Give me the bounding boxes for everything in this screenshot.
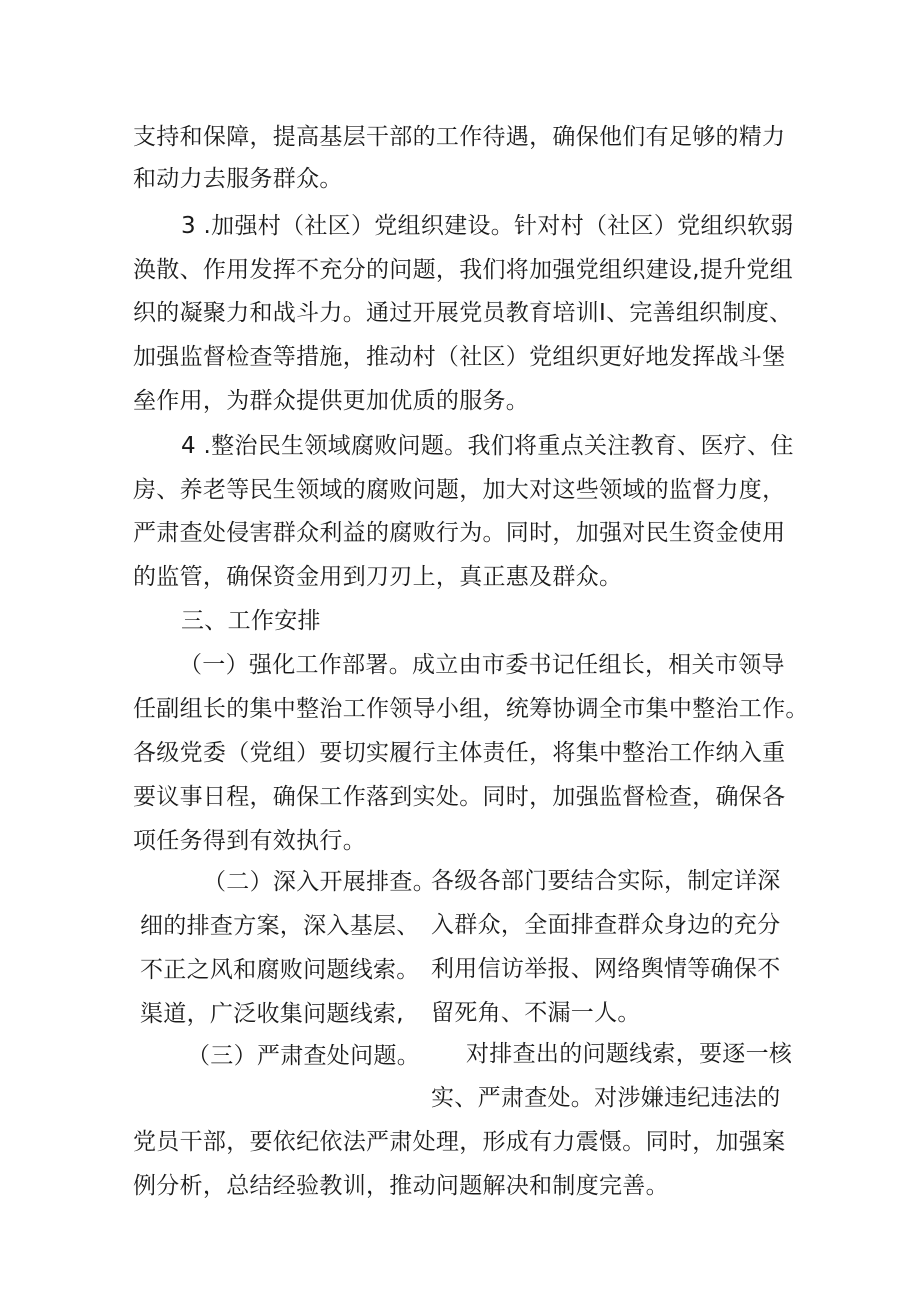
text-line: （一）强化工作部署。成立由市委书记任组长，相关市领导 xyxy=(179,652,785,678)
text-line: 项任务得到有效执行。 xyxy=(133,828,366,854)
text-line: 入群众，全面排查群众身边的充分 xyxy=(431,912,781,938)
text-line: （三）严肃查处问题。 xyxy=(187,1043,420,1069)
text-line: 对排查出的问题线索，要逐一核 xyxy=(466,1041,793,1067)
text-line: 各级党委（党组）要切实履行主体责任，将集中整治工作纳入重 xyxy=(133,740,786,766)
text-line: 留死角、不漏一人。 xyxy=(431,1000,641,1026)
text-line: 不正之风和腐败问题线索。 xyxy=(140,957,420,983)
text-line: 支持和保障，提高基层干部的工作待遇，确保他们有足够的精力 xyxy=(133,124,786,150)
text-line: 实、严肃查处。对涉嫌违纪违法的 xyxy=(431,1085,781,1111)
text-line: 各级各部门要结合实际，制定详深 xyxy=(431,868,781,894)
section-heading: 三、工作安排 xyxy=(181,608,321,634)
text-line: 党员干部，要依纪依法严肃处理，形成有力震慑。同时，加强案 xyxy=(133,1129,786,1155)
text-line: 涣散、作用发挥不充分的问题，我们将加强党组织建设,提升党组 xyxy=(133,257,794,283)
text-line: 4 .整治民生领域腐败问题。我们将重点关注教育、医疗、住 xyxy=(181,433,794,459)
text-line: 房、养老等民生领域的腐败问题，加大对这些领域的监督力度， xyxy=(133,477,786,503)
text-line: 任副组长的集中整治工作领导小组，统筹协调全市集中整治工作。 xyxy=(133,696,809,722)
text-line: 的监管，确保资金用到刀刃上，真正惠及群众。 xyxy=(133,564,623,590)
text-line: （二）深入开展排查。 xyxy=(203,869,436,895)
text-line: 织的凝聚力和战斗力。通过开展党员教育培训I、完善组织制度、 xyxy=(133,300,793,326)
text-line: 和动力去服务群众。 xyxy=(133,166,343,192)
text-line: 利用信访举报、网络舆情等确保不 xyxy=(431,956,781,982)
text-line: 垒作用，为群众提供更加优质的服务。 xyxy=(133,388,530,414)
text-line: 要议事日程，确保工作落到实处。同时，加强监督检查，确保各 xyxy=(133,784,786,810)
text-line: 严肃查处侵害群众利益的腐败行为。同时，加强对民生资金使用 xyxy=(133,520,786,546)
text-line: 3 .加强村（社区）党组织建设。针对村（社区）党组织软弱 xyxy=(181,213,794,239)
text-line: 加强监督检查等措施，推动村（社区）党组织更好地发挥战斗堡 xyxy=(133,344,786,370)
text-line: 例分析，总结经验教训，推动问题解决和制度完善。 xyxy=(133,1173,669,1199)
text-line: 渠道，广泛收集问题线索, xyxy=(140,1001,404,1027)
text-line: 细的排查方案，深入基层、 xyxy=(140,913,420,939)
